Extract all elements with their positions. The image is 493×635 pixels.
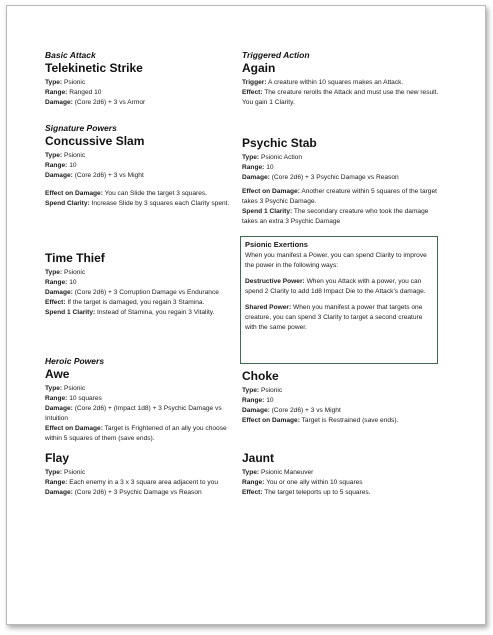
power-line: Effect: The target teleports up to 5 squares. [242, 489, 371, 496]
power-effect: Effect on Damage: You can Slide the target 3 squares. [45, 190, 207, 197]
section-heading: Signature Powers [45, 123, 117, 133]
power-line: Spend 1 Clarity: Instead of Stamina, you regain 3 Vitality. [45, 309, 215, 316]
power-line: Damage: (Core 2d6) + (Impact 1d8) + 3 Psychic Damage vs Intuition [45, 405, 222, 422]
power-line: Damage: (Core 2d6) + 3 vs Might [45, 172, 144, 179]
power-line: Damage: (Core 2d6) + 3 vs Armor [45, 99, 146, 106]
power-line: Trigger: A creature within 10 squares makes an Attack. [242, 79, 404, 86]
again-block [242, 50, 442, 108]
section-heading: Basic Attack [45, 50, 96, 60]
power-line: Range: Ranged 10 [45, 89, 102, 96]
section-heading: Heroic Powers [45, 356, 105, 366]
psychic-stab-block [242, 136, 442, 227]
shared-power: Shared Power: When you manifest a power that targets one creature, you can spend 3 Clarity to target a second creature with the same power. [245, 304, 423, 331]
section-heading: Triggered Action [242, 50, 310, 60]
power-title: Concussive Slam [45, 134, 145, 148]
power-line: Range: 10 [45, 279, 77, 286]
power-line: Effect on Damage: Target is Restrained (save ends). [242, 417, 399, 424]
destructive-power: Destructive Power: When you Attack with a power, you can spend 2 Clarity to add 1d8 Impact Die to the Attack’s damage. [245, 278, 426, 295]
power-line: Damage: (Core 2d6) + 3 vs Might [242, 407, 341, 414]
power-line: Effect on Damage: Target is Frightened of an ally you choose within 5 squares of them (save ends). [45, 425, 227, 442]
power-line: Range: 10 [242, 164, 274, 171]
flay-block [45, 451, 245, 498]
awe-block [45, 356, 245, 444]
power-title: Jaunt [242, 451, 275, 465]
document-page [6, 5, 486, 625]
power-line: Range: You or one ally within 10 squares [242, 479, 363, 486]
power-line: Type: Psionic [45, 269, 86, 276]
power-title: Telekinetic Strike [45, 61, 143, 75]
box-intro: When you manifest a Power, you can spend Clarity to improve the power in the following ways: [245, 252, 427, 269]
power-title: Again [242, 61, 276, 75]
psionic-exertions-box [240, 236, 438, 364]
power-line: Type: Psionic Action [242, 154, 302, 161]
box-title: Psionic Exertions [245, 240, 308, 249]
power-line: Damage: (Core 2d6) + 3 Corruption Damage vs Endurance [45, 289, 219, 296]
time-thief-block [45, 251, 245, 318]
power-line: Range: Each enemy in a 3 x 3 square area adjacent to you [45, 479, 219, 486]
power-line: Range: 10 [45, 162, 77, 169]
power-effect: Spend 1 Clarity: The secondary creature who took the damage takes an extra 3 Psychic Damage [242, 208, 429, 225]
power-title: Psychic Stab [242, 136, 317, 150]
power-line: Damage: (Core 2d6) + 3 Psychic Damage vs Reason [242, 174, 399, 181]
power-line: Damage: (Core 2d6) + 3 Psychic Damage vs Reason [45, 489, 202, 496]
concussive-slam-block [45, 123, 245, 209]
power-effect: Effect on Damage: Another creature within 5 squares of the target takes 3 Psychic Damage. [242, 188, 437, 205]
power-line: Type: Psionic [45, 469, 86, 476]
power-effect: Spend Clarity: Increase Slide by 3 squares each Clarity spent. [45, 200, 230, 207]
power-line: Type: Psionic [242, 387, 283, 394]
choke-block [242, 369, 442, 426]
jaunt-block [242, 451, 442, 498]
power-title: Awe [45, 367, 70, 381]
power-line: Type: Psionic [45, 152, 86, 159]
power-line: Type: Psionic [45, 385, 86, 392]
power-line: Effect: If the target is damaged, you regain 3 Stamina. [45, 299, 205, 306]
power-line: Range: 10 [242, 397, 274, 404]
power-line: Type: Psionic [45, 79, 86, 86]
power-title: Flay [45, 451, 70, 465]
power-title: Choke [242, 369, 279, 383]
telekinetic-strike-block [45, 50, 245, 108]
power-line: Type: Psionic Maneuver [242, 469, 314, 476]
power-line: Range: 10 squares [45, 395, 102, 402]
power-title: Time Thief [45, 251, 105, 265]
power-line: Effect: The creature rerolls the Attack and must use the new result. You gain 1 Clarity. [242, 89, 439, 106]
